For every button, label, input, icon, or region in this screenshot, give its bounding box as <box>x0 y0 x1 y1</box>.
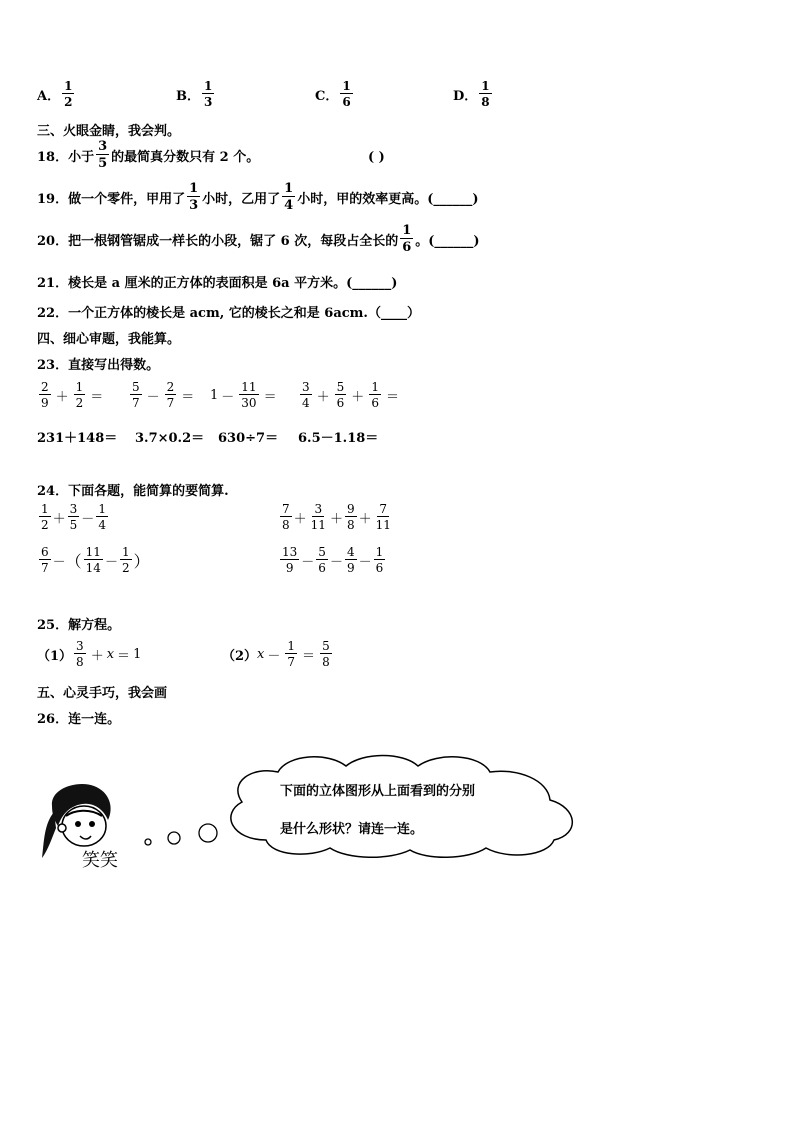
option-c: C． $\frac{1}{6}$ <box>315 79 351 109</box>
question-20: 20． 把一根钢管锯成一样长的小段，锯了 6 次，每段占全长的 $\frac{1}{6}$ 。(______) <box>37 223 480 255</box>
calc-4: $\frac{3}{4}$ ＋ $\frac{5}{6}$ ＋ $\frac{1}{6}$ ＝ <box>302 380 399 410</box>
calc-2: $\frac{5}{7}$ － $\frac{2}{7}$ ＝ <box>132 380 195 410</box>
section-3-heading: 三、火眼金睛，我会判。 <box>37 124 181 139</box>
calc-6: 3.7×0.2＝ <box>135 431 205 446</box>
speech-cloud <box>218 752 584 860</box>
question-18: 18． 小于 $\frac{3}{5}$ 的最简真分数只有 2 个。 <box>37 139 260 171</box>
calc-3: 1 － $\frac{11}{30}$ ＝ <box>210 380 277 410</box>
question-21: 21．棱长是 a 厘米的正方体的表面积是 6a 平方米。(______) <box>37 276 398 291</box>
option-b: B． $\frac{1}{3}$ <box>176 79 213 109</box>
option-d: D． $\frac{1}{8}$ <box>453 79 490 109</box>
simplify-4: $\frac{13}{9}$ － $\frac{5}{6}$ － $\frac{4}{9}$ － $\frac{1}{6}$ <box>282 545 384 575</box>
question-23-title: 23．直接写出得数。 <box>37 358 160 373</box>
thought-bubbles <box>140 818 222 850</box>
calc-7: 630÷7＝ <box>218 431 279 446</box>
simplify-3: $\frac{6}{7}$ － （ $\frac{11}{14}$ － $\frac{1}{2}$ ） <box>41 545 150 575</box>
answer-paren-18[interactable]: ( ) <box>368 150 385 165</box>
girl-label: 笑笑 <box>82 850 118 871</box>
cloud-text-line-1: 下面的立体图形从上面看到的分别 <box>280 784 476 799</box>
calc-5: 231＋148＝ <box>37 431 118 446</box>
question-26-title: 26．连一连。 <box>37 712 121 727</box>
equation-2: （2） x － $\frac{1}{7}$ ＝ $\frac{5}{8}$ <box>222 639 330 669</box>
equation-1: （1） $\frac{3}{8}$ ＋ x ＝ 1 <box>37 639 142 669</box>
section-4-heading: 四、细心审题，我能算。 <box>37 332 181 347</box>
question-22: 22．一个正方体的棱长是 acm, 它的棱长之和是 6acm.（____） <box>37 306 420 321</box>
calc-1: $\frac{2}{9}$ ＋ $\frac{1}{2}$ ＝ <box>41 380 104 410</box>
calc-8: 6.5－1.18＝ <box>298 431 379 446</box>
option-a: A． $\frac{1}{2}$ <box>37 79 73 109</box>
section-5-heading: 五、心灵手巧，我会画 <box>37 686 168 701</box>
question-19: 19． 做一个零件，甲用了 $\frac{1}{3}$ 小时，乙用了 $\frac{1}{4}$ 小时，甲的效率更高。(______) <box>37 181 479 213</box>
cloud-text-line-2: 是什么形状？请连一连。 <box>280 822 424 837</box>
question-25-title: 25．解方程。 <box>37 618 121 633</box>
question-24-title: 24．下面各题，能简算的要简算. <box>37 484 229 499</box>
simplify-2: $\frac{7}{8}$ ＋ $\frac{3}{11}$ ＋ $\frac{9}{8}$ ＋ $\frac{7}{11}$ <box>282 502 391 532</box>
simplify-1: $\frac{1}{2}$ ＋ $\frac{3}{5}$ － $\frac{1}{4}$ <box>41 502 106 532</box>
